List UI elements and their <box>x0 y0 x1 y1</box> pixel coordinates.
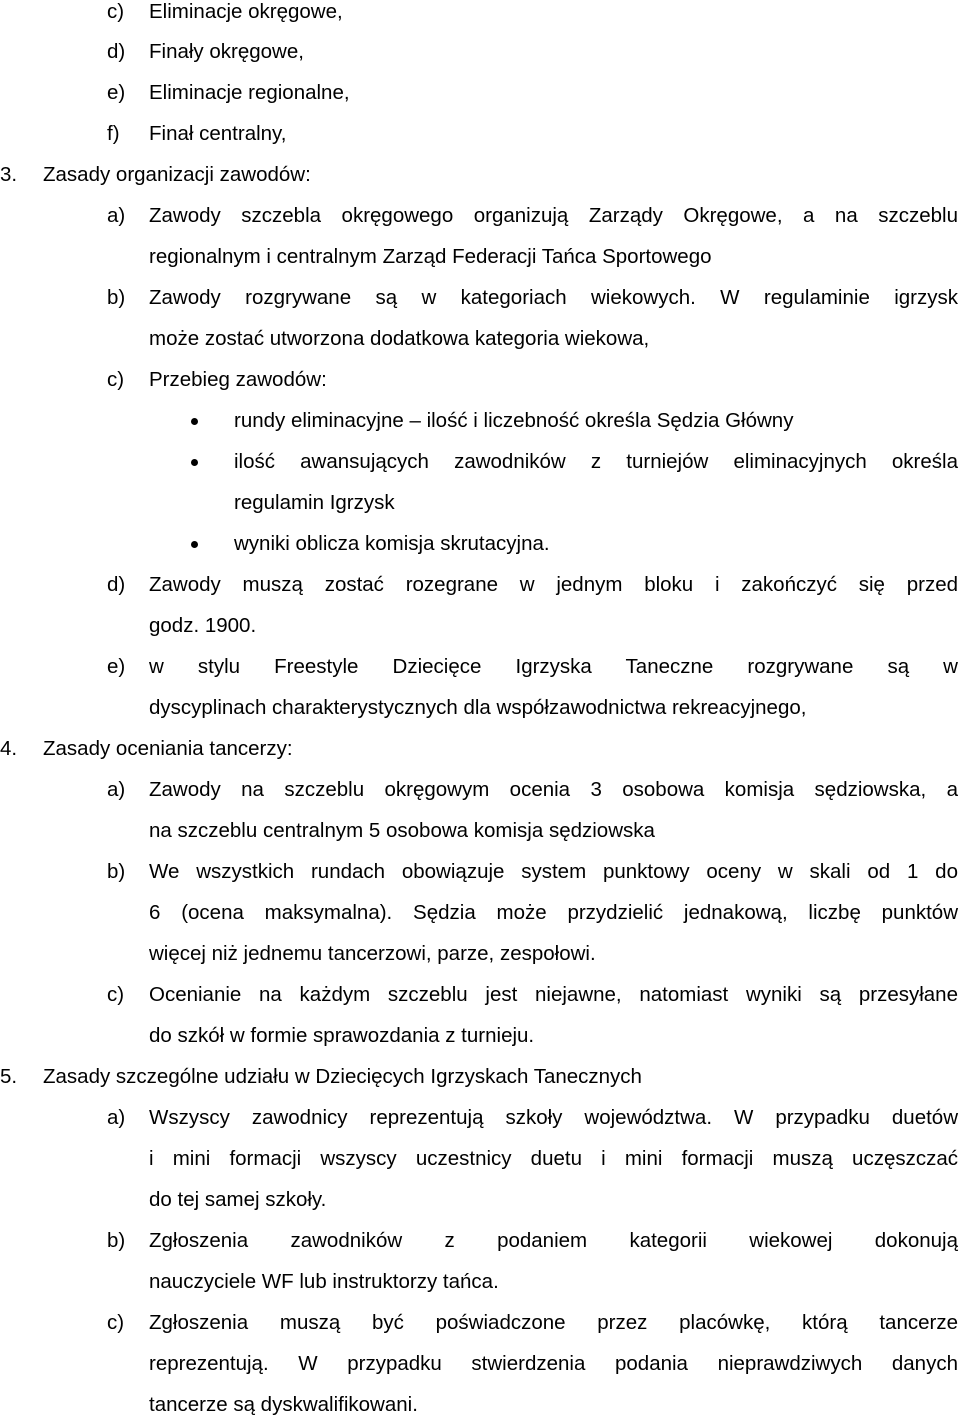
list-item-text: na szczeblu centralnym 5 osobowa komisja sędziowska <box>149 819 655 842</box>
list-item-text: do szkół w formie sprawozdania z turnieju. <box>149 1024 535 1047</box>
list-marker: c) <box>107 0 125 23</box>
list-marker: a) <box>107 1106 126 1129</box>
list-marker: b) <box>107 860 126 883</box>
list-marker: c) <box>107 1311 125 1334</box>
list-item-text: Finały okręgowe, <box>149 40 304 63</box>
list-item-text: do tej samej szkoły. <box>149 1188 327 1211</box>
list-item-text: We wszystkich rundach obowiązuje system punktowy oceny w skali od 1 do <box>149 860 958 883</box>
list-marker: d) <box>107 40 126 63</box>
list-item-text: Zawody na szczeblu okręgowym ocenia 3 osobowa komisja sędziowska, a <box>149 778 958 801</box>
list-item-text: może zostać utworzona dodatkowa kategoria wiekowa, <box>149 327 650 350</box>
list-marker: f) <box>107 122 120 145</box>
list-item-text: tancerze są dyskwalifikowani. <box>149 1393 418 1416</box>
list-item-text: i mini formacji wszyscy uczestnicy duetu i mini formacji muszą uczęszczać <box>149 1147 958 1170</box>
list-marker: a) <box>107 204 126 227</box>
list-item-text: reprezentują. W przypadku stwierdzenia podania nieprawdziwych danych <box>149 1352 958 1375</box>
list-item-text: Finał centralny, <box>149 122 287 145</box>
list-item-text: Eliminacje okręgowe, <box>149 0 343 23</box>
list-item-text: Zawody szczebla okręgowego organizują Zarządy Okręgowe, a na szczeblu <box>149 204 958 227</box>
bullet-item-text: rundy eliminacyjne – ilość i liczebność określa Sędzia Główny <box>234 409 794 432</box>
list-marker: c) <box>107 368 125 391</box>
list-marker: b) <box>107 286 126 309</box>
section-number: 4. <box>0 737 18 760</box>
list-marker: d) <box>107 573 126 596</box>
bullet-icon <box>191 418 198 425</box>
list-item-text: Zgłoszenia zawodników z podaniem kategorii wiekowej dokonują <box>149 1229 958 1252</box>
list-marker: a) <box>107 778 126 801</box>
list-item-text: Zawody muszą zostać rozegrane w jednym bloku i zakończyć się przed <box>149 573 958 596</box>
list-item-text: Eliminacje regionalne, <box>149 81 350 104</box>
list-marker: e) <box>107 655 126 678</box>
list-marker: e) <box>107 81 126 104</box>
list-item-text: Zgłoszenia muszą być poświadczone przez placówkę, którą tancerze <box>149 1311 958 1334</box>
section-number: 5. <box>0 1065 18 1088</box>
bullet-icon <box>191 459 198 466</box>
bullet-icon <box>191 541 198 548</box>
list-item-text: Przebieg zawodów: <box>149 368 327 391</box>
section-heading: Zasady szczególne udziału w Dziecięcych Igrzyskach Tanecznych <box>43 1065 642 1088</box>
list-item-text: więcej niż jednemu tancerzowi, parze, zespołowi. <box>149 942 596 965</box>
list-marker: c) <box>107 983 125 1006</box>
list-item-text: regionalnym i centralnym Zarząd Federacji Tańca Sportowego <box>149 245 712 268</box>
section-number: 3. <box>0 163 18 186</box>
list-item-text: Zawody rozgrywane są w kategoriach wiekowych. W regulaminie igrzysk <box>149 286 958 309</box>
bullet-item-text: wyniki oblicza komisja skrutacyjna. <box>234 532 550 555</box>
section-heading: Zasady organizacji zawodów: <box>43 163 311 186</box>
list-item-text: dyscyplinach charakterystycznych dla współzawodnictwa rekreacyjnego, <box>149 696 807 719</box>
list-item-text: Wszyscy zawodnicy reprezentują szkoły województwa. W przypadku duetów <box>149 1106 958 1129</box>
section-heading: Zasady oceniania tancerzy: <box>43 737 293 760</box>
list-item-text: Ocenianie na każdym szczeblu jest niejawne, natomiast wyniki są przesyłane <box>149 983 958 1006</box>
list-item-text: nauczyciele WF lub instruktorzy tańca. <box>149 1270 499 1293</box>
list-item-text: 6 (ocena maksymalna). Sędzia może przydzielić jednakową, liczbę punktów <box>149 901 958 924</box>
bullet-item-text: regulamin Igrzysk <box>234 491 395 514</box>
list-marker: b) <box>107 1229 126 1252</box>
bullet-item-text: ilość awansujących zawodników z turniejów eliminacyjnych określa <box>234 450 958 473</box>
list-item-text: godz. 1900. <box>149 614 257 637</box>
list-item-text: w stylu Freestyle Dziecięce Igrzyska Taneczne rozgrywane są w <box>149 655 958 678</box>
